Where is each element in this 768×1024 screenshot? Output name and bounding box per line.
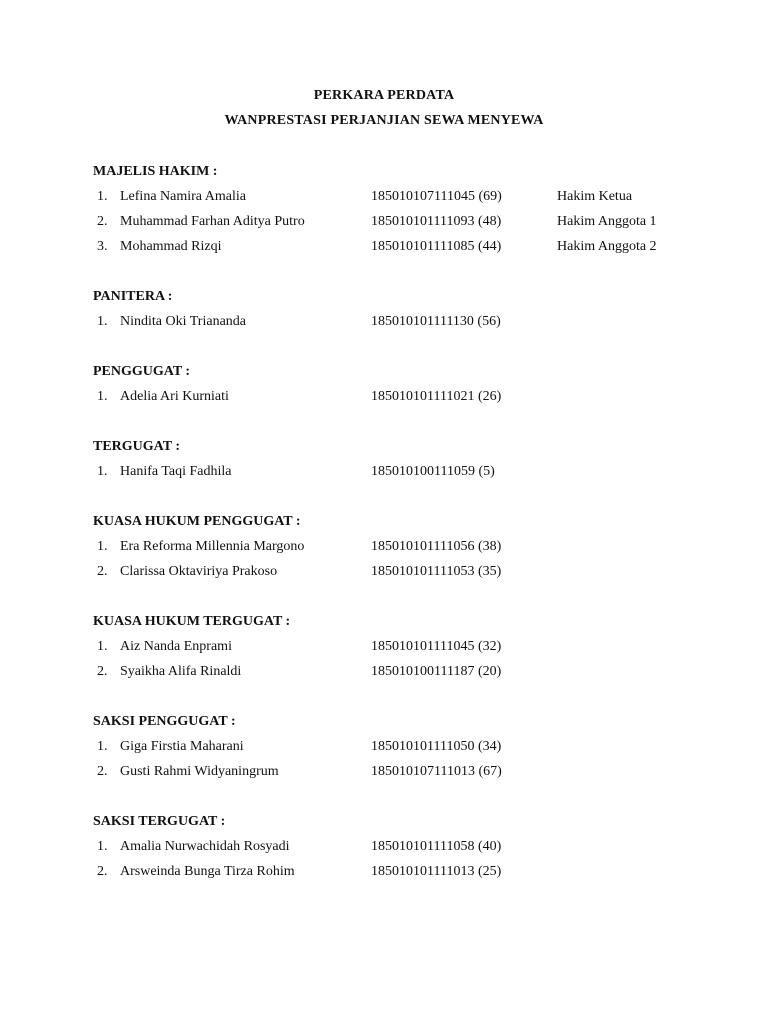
item-number: 1. (97, 314, 108, 329)
member-role: Hakim Anggota 2 (557, 239, 657, 254)
list-item (93, 213, 733, 238)
section-heading: SAKSI TERGUGAT : (93, 814, 226, 829)
item-number: 1. (97, 839, 108, 854)
item-number: 2. (97, 214, 108, 229)
member-name: Lefina Namira Amalia (120, 189, 246, 204)
member-name: Era Reforma Millennia Margono (120, 539, 305, 554)
section-heading: KUASA HUKUM PENGGUGAT : (93, 514, 301, 529)
item-number: 1. (97, 189, 108, 204)
item-number: 1. (97, 539, 108, 554)
item-number: 2. (97, 664, 108, 679)
member-name: Hanifa Taqi Fadhila (120, 464, 232, 479)
member-name: Syaikha Alifa Rinaldi (120, 664, 242, 679)
list-item (93, 313, 733, 338)
member-name: Adelia Ari Kurniati (120, 389, 229, 404)
section-heading: SAKSI PENGGUGAT : (93, 714, 236, 729)
section-saksi-penggugat (93, 713, 733, 788)
item-number: 1. (97, 389, 108, 404)
member-name: Aiz Nanda Enprami (120, 639, 232, 654)
section-heading: PENGGUGAT : (93, 364, 191, 379)
member-nim: 185010101111130 (56) (371, 314, 501, 329)
item-number: 1. (97, 639, 108, 654)
list-item (93, 538, 733, 563)
list-item (93, 738, 733, 763)
item-number: 1. (97, 464, 108, 479)
member-name: Gusti Rahmi Widyaningrum (120, 764, 279, 779)
list-item (93, 188, 733, 213)
list-item (93, 663, 733, 688)
item-number: 1. (97, 739, 108, 754)
section-heading: TERGUGAT : (93, 439, 180, 454)
section-saksi-tergugat (93, 813, 733, 888)
member-name: Muhammad Farhan Aditya Putro (120, 214, 305, 229)
member-name: Mohammad Rizqi (120, 239, 222, 254)
member-nim: 185010101111085 (44) (371, 239, 502, 254)
member-role: Hakim Ketua (557, 189, 633, 204)
section-heading: MAJELIS HAKIM : (93, 164, 218, 179)
member-name: Amalia Nurwachidah Rosyadi (120, 839, 290, 854)
list-item (93, 838, 733, 863)
member-name: Clarissa Oktaviriya Prakoso (120, 564, 278, 579)
member-nim: 185010101111058 (40) (371, 839, 502, 854)
member-nim: 185010107111013 (67) (371, 764, 502, 779)
list-item (93, 638, 733, 663)
member-nim: 185010101111013 (25) (371, 864, 502, 879)
document-title: PERKARA PERDATA (313, 88, 455, 103)
member-nim: 185010107111045 (69) (371, 189, 502, 204)
list-item (93, 563, 733, 588)
member-nim: 185010101111056 (38) (371, 539, 502, 554)
member-nim: 185010100111059 (5) (371, 464, 495, 479)
member-nim: 185010101111053 (35) (371, 564, 502, 579)
item-number: 2. (97, 564, 108, 579)
section-tergugat (93, 438, 733, 488)
member-name: Arsweinda Bunga Tirza Rohim (120, 864, 295, 879)
list-item (93, 763, 733, 788)
member-name: Nindita Oki Triananda (120, 314, 246, 329)
list-item (93, 463, 733, 488)
list-item (93, 388, 733, 413)
member-role: Hakim Anggota 1 (557, 214, 657, 229)
section-heading: KUASA HUKUM TERGUGAT : (93, 614, 291, 629)
list-item (93, 238, 733, 263)
section-kuasa-hukum-tergugat (93, 613, 733, 688)
member-nim: 185010101111093 (48) (371, 214, 502, 229)
section-heading: PANITERA : (93, 289, 173, 304)
member-nim: 185010101111045 (32) (371, 639, 502, 654)
member-nim: 185010100111187 (20) (371, 664, 502, 679)
section-panitera (93, 288, 733, 338)
member-nim: 185010101111050 (34) (371, 739, 502, 754)
item-number: 3. (97, 239, 108, 254)
item-number: 2. (97, 764, 108, 779)
member-name: Giga Firstia Maharani (120, 739, 244, 754)
item-number: 2. (97, 864, 108, 879)
sections-list (93, 163, 733, 913)
section-majelis-hakim (93, 163, 733, 263)
member-nim: 185010101111021 (26) (371, 389, 502, 404)
section-penggugat (93, 363, 733, 413)
list-item (93, 863, 733, 888)
document-subtitle: WANPRESTASI PERJANJIAN SEWA MENYEWA (224, 113, 544, 128)
section-kuasa-hukum-penggugat (93, 513, 733, 588)
